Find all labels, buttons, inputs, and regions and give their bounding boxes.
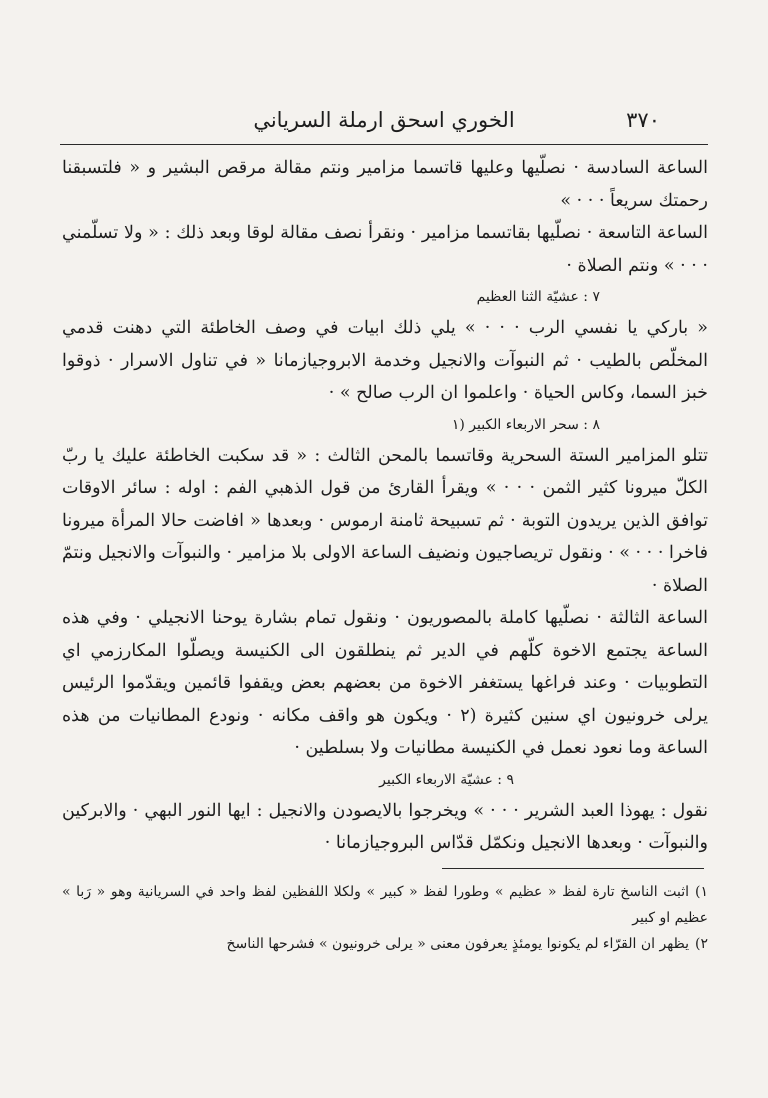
section-heading-7: ٧ : عشيّة الثنا العظيم [476, 289, 600, 305]
footnote-2 [62, 931, 708, 957]
page-number: ٣٧٠ [626, 108, 660, 132]
section-heading-9: ٩ : عشيّة الاربعاء الكبير [379, 771, 514, 788]
paragraph-8: تتلو المزامير الستة السحرية وقاتسما بالمحن الثالث : « قد سكبت الخاطئة عليك يا ربّ الكلّ ميرونا كثير الثمن · · · » ويقرأ القارئ من قول الذهبي الفم : اوله : سائر الاوقات توافق الذين يريدون التوبة · ثم تسبيحة ثامنة ارموس · وبعدها « افاضت حالا المرأة ميرونا فاخرا · · · » · ونقول تريصاجيون ونضيف الساعة الاولى بلا مزامير · والنبوآت والانجيل ونتمّ الصلاة · [62, 445, 708, 596]
footnote-2-text: يظهر ان القرّاء لم يكونوا يومئذٍ يعرفون معنى « يرلى خرونيون » فشرحها الناسخ [226, 935, 689, 952]
footnote-divider [442, 868, 704, 869]
page-body [62, 152, 708, 957]
paragraph-ninth-hour: الساعة التاسعة · نصلّيها بقاتسما مزامير · ونقرأ نصف مقالة لوقا وبعد ذلك : « ولا تسلّمني · · · » ونتم الصلاة · [62, 223, 708, 276]
page-header [60, 104, 708, 145]
footnote-1-marker: ١) [695, 883, 708, 900]
paragraph-7: « باركي يا نفسي الرب · · · » يلي ذلك ابيات في وصف الخاطئة التي دهنت قدمي المخلّص بالطيب · ثم النبوآت والانجيل وخدمة الابروجيازمانا « في تناول الاسرار · ذوقوا خبز السما، وكاس الحياة · واعلموا ان الرب صالح » · [62, 318, 708, 403]
section-heading-8: ٨ : سحر الاربعاء الكبير (١ [451, 416, 600, 433]
footnote-2-marker: ٢) [695, 935, 708, 952]
paragraph-9: نقول : يهوذا العبد الشرير · · · » ويخرجوا بالايصودن والانجيل : ايها النور البهي · والابركين والنبوآت · وبعدها الانجيل ونكمّل قدّاس البروجيازمانا · [62, 800, 708, 853]
paragraph-third-hour: الساعة الثالثة · نصلّيها كاملة بالمصوريون · ونقول تمام بشارة يوحنا الانجيلي · وفي هذه الساعة يجتمع الاخوة كلّهم في الدير ثم ينطلقون الى الكنيسة ويصلّوا المكارزمي اي التطوبيات · وعند فراغها يستغفر الاخوة من بعضهم بعض ويقفوا قائمين ويقدّموا الرئيس يرلى خرونيون اي سنين كثيرة (٢ · ويكون هو واقف مكانه · ونودع المطانيات من هذه الساعة وما نعود نعمل في الكنيسة مطانيات ولا بسلطين · [62, 608, 708, 758]
footnote-1-text: اثبت الناسخ تارة لفظ « عظيم » وطورا لفظ « كبير » ولكلا اللفظين لفظ واحد في السريانية وهو « رَبا » عظيم او كبير [62, 883, 708, 926]
paragraph-sixth-hour: الساعة السادسة · نصلّيها وعليها قاتسما مزامير ونتم مقالة مرقص البشير و « فلتسبقنا رحمتك سريعاً · · · » [62, 158, 708, 211]
footnote-1 [62, 879, 708, 931]
running-title: الخوري اسحق ارملة السرياني [253, 108, 515, 132]
